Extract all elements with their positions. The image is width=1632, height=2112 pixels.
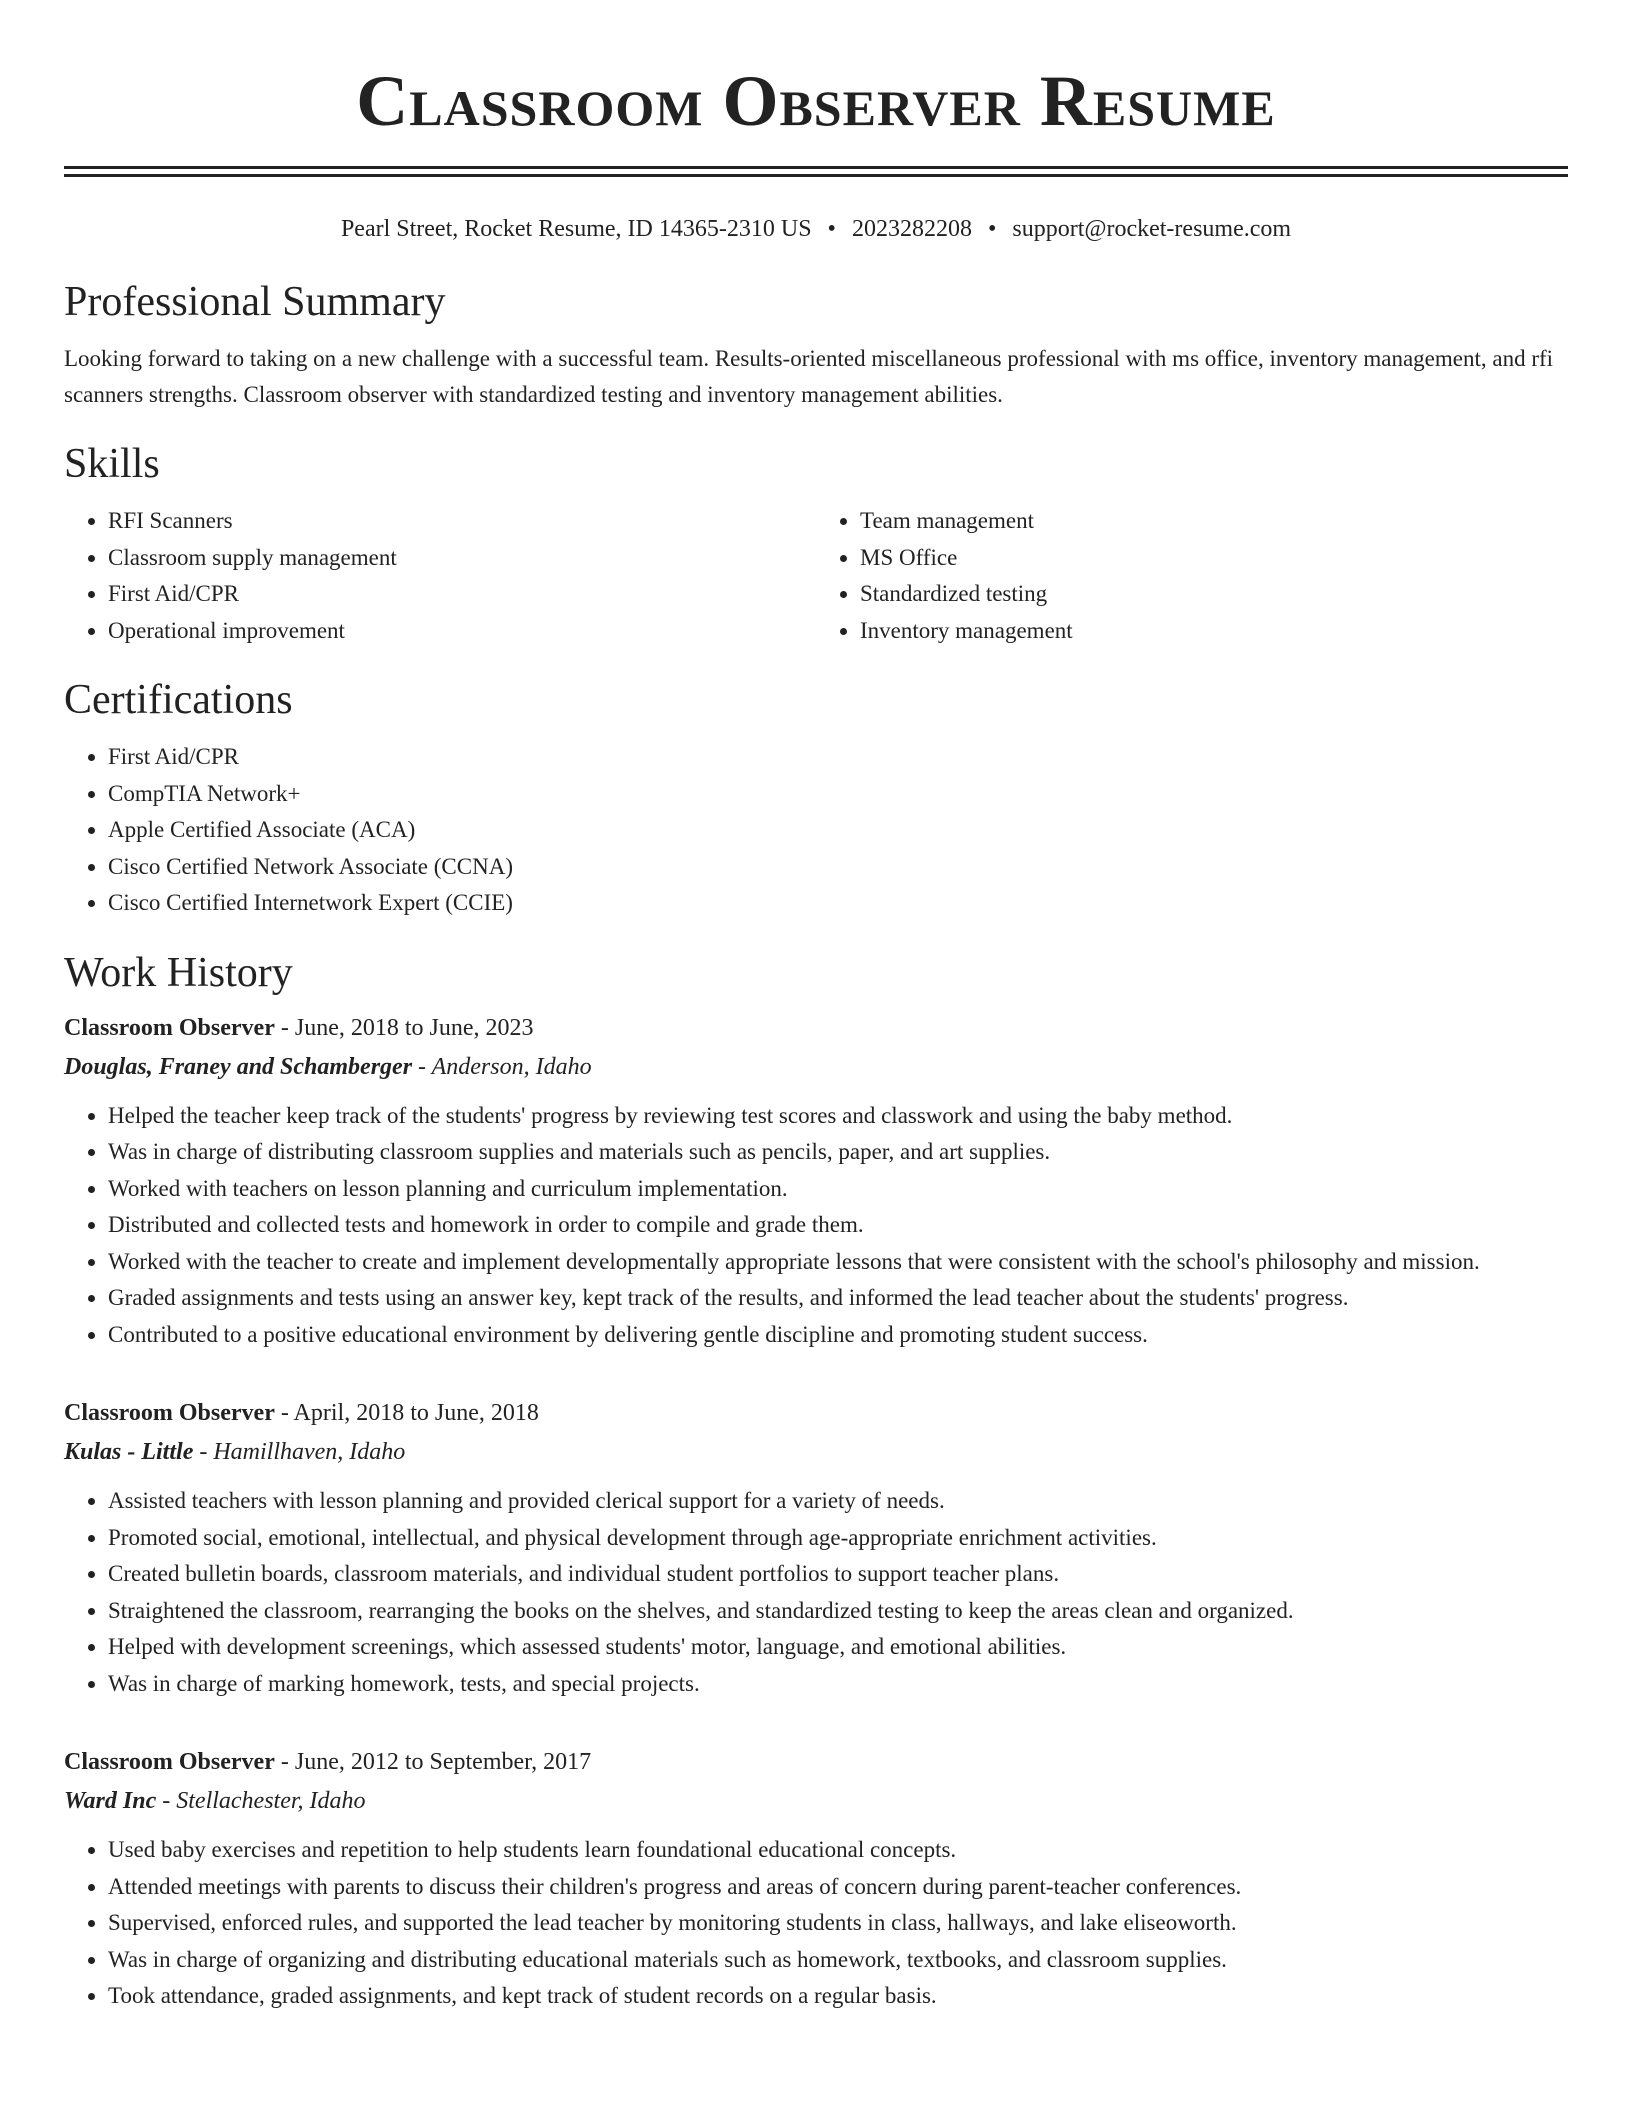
- job-bullet: • Worked with the teacher to create and implement developmentally appropriate lessons that were consistent with the school's philosophy and mission.: [108, 1244, 1568, 1281]
- job-title: Classroom Observer: [64, 1014, 275, 1041]
- job-company-line: [64, 1046, 1568, 1088]
- job-dates: - June, 2018 to June, 2023: [274, 1014, 534, 1041]
- job-company: Ward Inc: [64, 1788, 157, 1814]
- skills-columns: [64, 503, 1568, 649]
- contact-phone: 2023282208: [851, 216, 972, 242]
- skills-heading: Skills: [64, 441, 160, 487]
- summary-text: Looking forward to taking on a new challenge with a successful team. Results-oriented miscellaneous professional with ms office, inventory management, and rfi scanners strengths. Classroom observer with standardized testing and inventory management abilities.: [64, 346, 1554, 407]
- resume-page: [64, 0, 1568, 2015]
- job-entry: [64, 1744, 1568, 2015]
- job-location: - Anderson, Idaho: [412, 1053, 592, 1080]
- job-title-line: [64, 1010, 1568, 1046]
- job-company: Kulas - Little: [64, 1439, 194, 1465]
- job-location: - Hamillhaven, Idaho: [193, 1439, 406, 1465]
- job-bullet: • Took attendance, graded assignments, and kept track of student records on a regular basis.: [108, 1978, 1568, 2015]
- contact-address: Pearl Street, Rocket Resume, ID 14365-2310 US: [340, 216, 812, 242]
- work-history-heading: Work History: [64, 949, 293, 996]
- skill-item: • Classroom supply management: [108, 540, 816, 577]
- title-divider-top: [64, 166, 1568, 169]
- skills-list-right: [816, 503, 1568, 649]
- job-title: Classroom Observer: [64, 1400, 275, 1426]
- job-bullet: • Straightened the classroom, rearranging the books on the shelves, and standardized testing to keep the areas clean and organized.: [108, 1593, 1568, 1630]
- job-entry: [64, 1010, 1568, 1354]
- job-company-line: [64, 1780, 1568, 1822]
- job-company: Douglas, Franey and Schamberger: [64, 1053, 413, 1080]
- contact-separator: •: [987, 216, 997, 242]
- job-dates: - June, 2012 to September, 2017: [274, 1749, 592, 1775]
- certifications-heading: Certifications: [64, 677, 293, 723]
- skill-item: • MS Office: [860, 540, 1568, 577]
- job-bullet: • Contributed to a positive educational environment by delivering gentle discipline and promoting student success.: [108, 1317, 1568, 1354]
- job-bullet: • Attended meetings with parents to discuss their children's progress and areas of concern during parent-teacher conferences.: [108, 1869, 1568, 1906]
- job-company-line: [64, 1431, 1568, 1473]
- job-bullet: • Supervised, enforced rules, and supported the lead teacher by monitoring students in class, hallways, and lake eliseoworth.: [108, 1905, 1568, 1942]
- skill-item: • Inventory management: [860, 613, 1568, 650]
- certification-item: • First Aid/CPR: [108, 739, 1568, 776]
- job-dates: - April, 2018 to June, 2018: [274, 1400, 539, 1426]
- contact-line: [64, 213, 1568, 245]
- job-title-line: [64, 1395, 1568, 1431]
- job-bullets: [64, 1483, 1568, 1702]
- job-bullet: • Used baby exercises and repetition to help students learn foundational educational concepts.: [108, 1832, 1568, 1869]
- contact-separator: •: [827, 216, 836, 242]
- skill-item: • Team management: [860, 503, 1568, 540]
- job-location: - Stellachester, Idaho: [156, 1788, 366, 1814]
- summary-heading: Professional Summary: [64, 279, 446, 325]
- certification-item: • Cisco Certified Internetwork Expert (CCIE): [108, 885, 1568, 922]
- job-bullet: • Distributed and collected tests and homework in order to compile and grade them.: [108, 1207, 1568, 1244]
- job-bullet: • Assisted teachers with lesson planning and provided clerical support for a variety of needs.: [108, 1483, 1568, 1520]
- job-title: Classroom Observer: [64, 1749, 275, 1775]
- skill-item: • First Aid/CPR: [108, 576, 816, 613]
- job-bullet: • Was in charge of marking homework, tests, and special projects.: [108, 1666, 1568, 1703]
- resume-title: Classroom Observer Resume: [356, 61, 1276, 141]
- job-bullets: [64, 1832, 1568, 2015]
- job-bullets: [64, 1098, 1568, 1354]
- skills-list-left: [64, 503, 816, 649]
- job-title-line: [64, 1744, 1568, 1780]
- certification-item: • Apple Certified Associate (ACA): [108, 812, 1568, 849]
- certification-item: • CompTIA Network+: [108, 776, 1568, 813]
- contact-email: support@rocket-resume.com: [1012, 216, 1292, 242]
- job-bullet: • Was in charge of organizing and distributing educational materials such as homework, textbooks, and classroom supplies.: [108, 1942, 1568, 1979]
- title-divider-bottom: [64, 174, 1568, 177]
- skill-item: • RFI Scanners: [108, 503, 816, 540]
- certifications-list: [64, 739, 1568, 922]
- job-entry: [64, 1395, 1568, 1702]
- certification-item: • Cisco Certified Network Associate (CCNA): [108, 849, 1568, 886]
- skill-item: • Standardized testing: [860, 576, 1568, 613]
- job-bullet: • Worked with teachers on lesson planning and curriculum implementation.: [108, 1171, 1568, 1208]
- job-bullet: • Was in charge of distributing classroom supplies and materials such as pencils, paper, and art supplies.: [108, 1134, 1568, 1171]
- job-bullet: • Promoted social, emotional, intellectual, and physical development through age-appropriate enrichment activities.: [108, 1520, 1568, 1557]
- job-bullet: • Helped the teacher keep track of the students' progress by reviewing test scores and classwork and using the baby method.: [108, 1098, 1568, 1135]
- job-bullet: • Graded assignments and tests using an answer key, kept track of the results, and informed the lead teacher about the students' progress.: [108, 1280, 1568, 1317]
- skill-item: • Operational improvement: [108, 613, 816, 650]
- job-bullet: • Helped with development screenings, which assessed students' motor, language, and emotional abilities.: [108, 1629, 1568, 1666]
- job-bullet: • Created bulletin boards, classroom materials, and individual student portfolios to support teacher plans.: [108, 1556, 1568, 1593]
